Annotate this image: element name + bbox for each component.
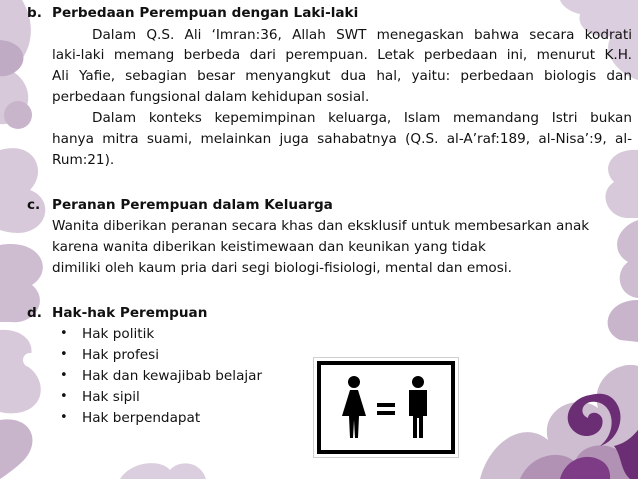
- sign-border: [319, 363, 453, 452]
- section-c-line: karena wanita diberikan keistimewaan dan keunikan yang tidak: [52, 239, 486, 255]
- man-icon: [409, 376, 427, 438]
- list-item: Hak sipil: [82, 389, 140, 405]
- section-b-paragraph-line: hanya mitra suami, melainkan juga sahabatnya (Q.S. al-A’raf:189, al-Nisa’:9, al-: [52, 131, 632, 147]
- bullet-icon: •: [60, 410, 68, 425]
- bullet-icon: •: [60, 326, 68, 341]
- bullet-icon: •: [60, 368, 68, 383]
- section-b-paragraph-line: Rum:21).: [52, 152, 115, 168]
- section-b-heading: Perbedaan Perempuan dengan Laki-laki: [52, 5, 359, 21]
- woman-equals-man-icon: [314, 358, 458, 457]
- equals-icon: [377, 403, 395, 415]
- section-c-line: Wanita diberikan peranan secara khas dan eksklusif untuk membesarkan anak: [52, 218, 590, 234]
- section-b-paragraph-line: Dalam Q.S. Ali ‘Imran:36, Allah SWT menegaskan bahwa secara kodrati: [92, 27, 632, 43]
- section-d-heading: Hak-hak Perempuan: [52, 305, 208, 321]
- woman-equals-man-image: [313, 357, 459, 458]
- woman-icon: [342, 376, 366, 438]
- section-b-paragraph-line: Dalam konteks kepemimpinan keluarga, Islam memandang Istri bukan: [92, 110, 632, 126]
- list-item: Hak berpendapat: [82, 410, 201, 426]
- section-b-paragraph-line: Ali Yafie, sebagian besar menyangkut dua hal, yaitu: perbedaan biologis dan: [52, 68, 632, 84]
- section-b-paragraph-line: laki-laki memang berbeda dari perempuan. Letak perbedaan ini, menurut K.H.: [52, 47, 632, 63]
- section-c-letter: c.: [27, 197, 41, 213]
- list-item: Hak profesi: [82, 347, 159, 363]
- bullet-icon: •: [60, 389, 68, 404]
- section-c-heading: Peranan Perempuan dalam Keluarga: [52, 197, 333, 213]
- section-d-letter: d.: [27, 305, 42, 321]
- section-b-paragraph-line: perbedaan fungsional dalam kehidupan sosial.: [52, 89, 370, 105]
- list-item: Hak dan kewajibab belajar: [82, 368, 263, 384]
- section-b-letter: b.: [27, 5, 42, 21]
- bullet-icon: •: [60, 347, 68, 362]
- list-item: Hak politik: [82, 326, 155, 342]
- section-c-line: dimiliki oleh kaum pria dari segi biologi-fisiologi, mental dan emosi.: [52, 260, 512, 276]
